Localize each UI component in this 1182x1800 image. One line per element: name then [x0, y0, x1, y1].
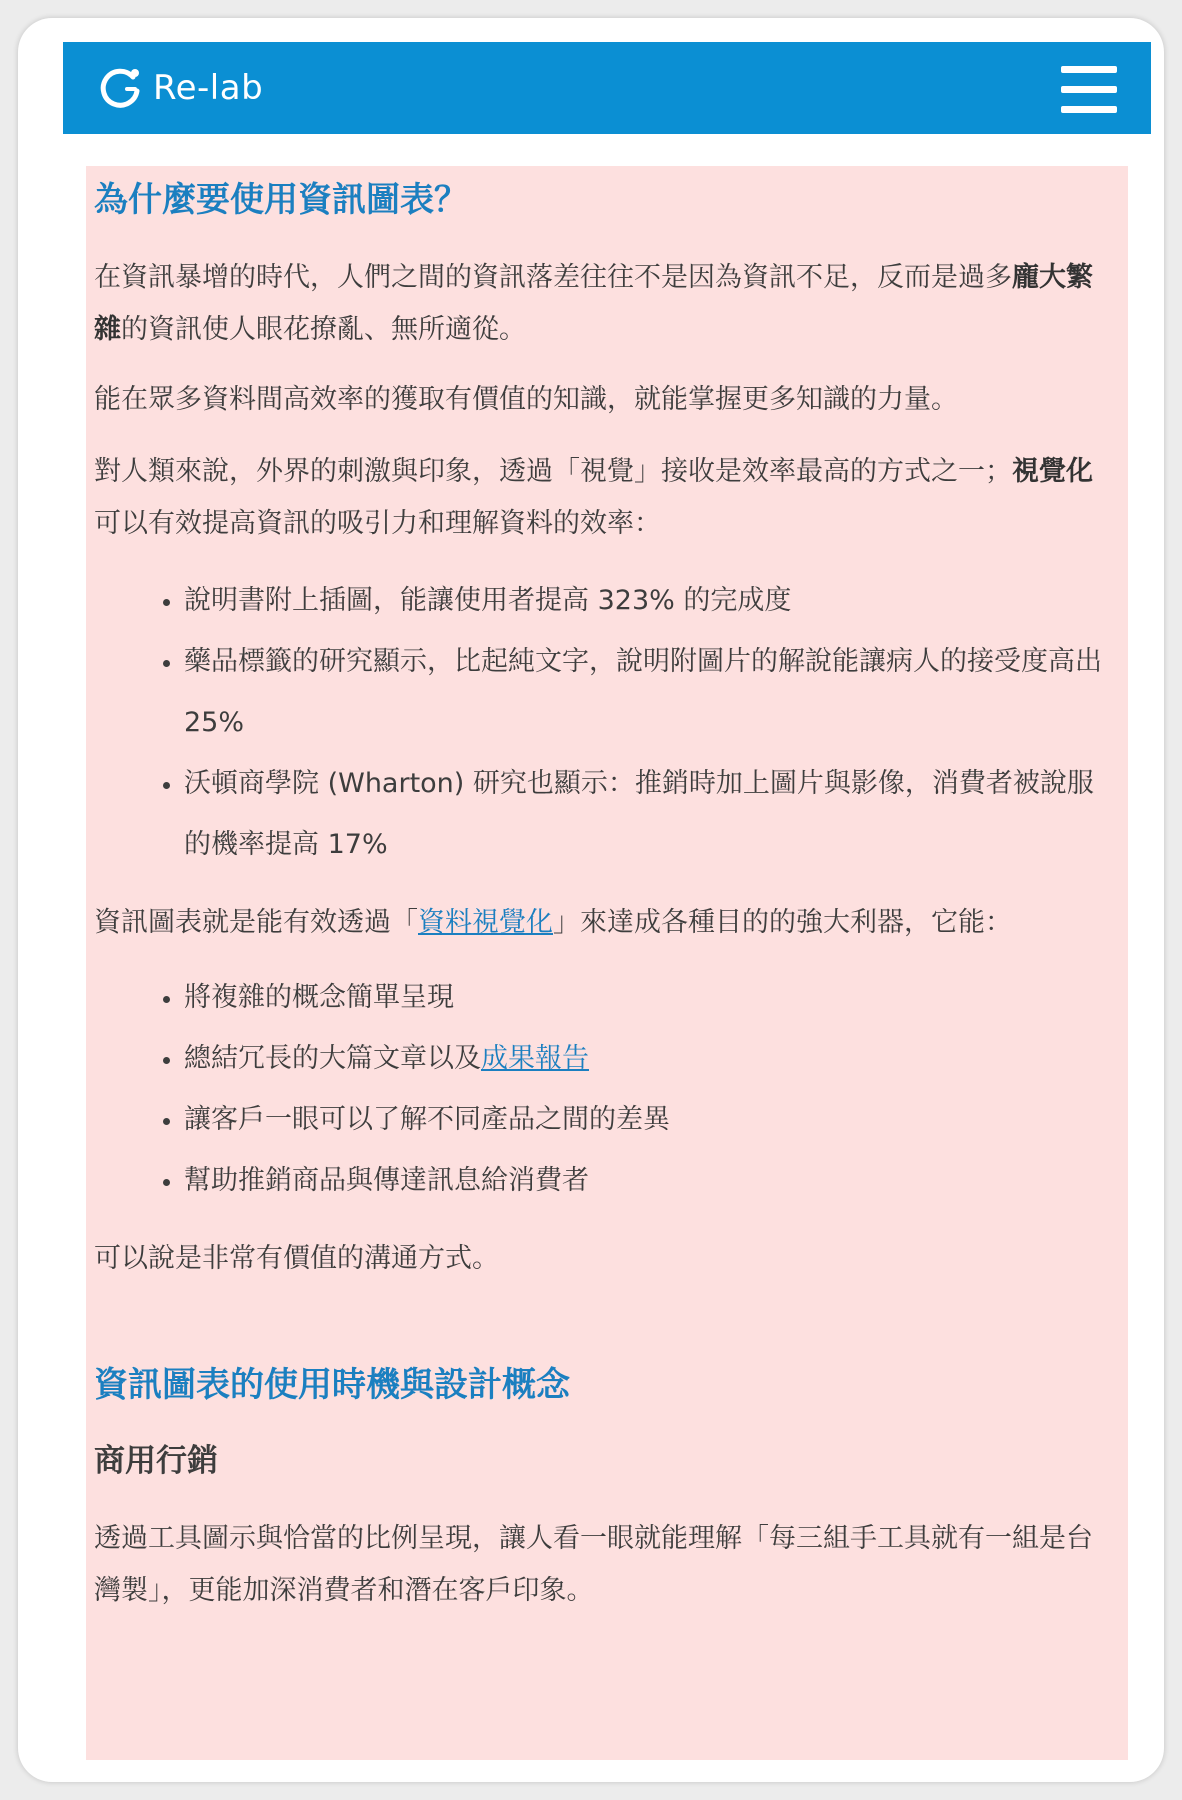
article-body: [86, 166, 1128, 1760]
intro-text-b: 的資訊使人眼花撩亂、無所適從。: [121, 314, 526, 345]
section-heading-timing: 資訊圖表的使用時機與設計概念: [94, 1365, 570, 1405]
brand-name: Re-lab: [153, 68, 264, 108]
benefit-text: 總結冗長的大篇文章以及: [184, 1043, 481, 1074]
section-heading-why: 為什麼要使用資訊圖表？: [94, 180, 468, 220]
infographic-text-a: 資訊圖表就是能有效透過「: [94, 907, 418, 938]
site-header: [63, 42, 1151, 134]
list-item: • 沃頓商學院 (Wharton) 研究也顯示：推銷時加上圖片與影像，消費者被說服的機率提高 17%: [184, 753, 1118, 875]
list-item: • 將複雜的概念簡單呈現: [184, 967, 1118, 1028]
list-item: [184, 1028, 1118, 1089]
paragraph-knowledge: 能在眾多資料間高效率的獲取有價值的知識，就能掌握更多知識的力量。: [94, 384, 958, 415]
paragraph-visual: [94, 446, 1118, 550]
subheading-marketing: 商用行銷: [94, 1443, 218, 1479]
paragraph-infographic: [94, 897, 1118, 949]
benefits-list: [94, 967, 1118, 1211]
visual-bold: 視覺化: [1012, 456, 1093, 487]
list-item: • 說明書附上插圖，能讓使用者提高 323% 的完成度: [184, 570, 1118, 631]
menu-icon[interactable]: [1061, 66, 1117, 114]
results-report-link[interactable]: 成果報告: [481, 1043, 589, 1074]
data-visualization-link[interactable]: 資料視覺化: [418, 907, 553, 938]
list-item: • 讓客戶一眼可以了解不同產品之間的差異: [184, 1089, 1118, 1150]
list-item: • 藥品標籤的研究顯示，比起純文字，說明附圖片的解說能讓病人的接受度高出 25%: [184, 631, 1118, 753]
visual-text-b: 可以有效提高資訊的吸引力和理解資料的效率：: [94, 508, 661, 539]
paragraph-intro: [94, 252, 1118, 356]
relab-logo-icon: [97, 65, 143, 111]
paragraph-marketing: 透過工具圖示與恰當的比例呈現，讓人看一眼就能理解「每三組手工具就有一組是台灣製」，更能加深消費者和潛在客戶印象。: [94, 1523, 1093, 1606]
infographic-text-b: 」來達成各種目的的強大利器，它能：: [553, 907, 1012, 938]
visual-text-a: 對人類來說，外界的刺激與印象，透過「視覺」接收是效率最高的方式之一；: [94, 456, 1012, 487]
intro-text-a: 在資訊暴增的時代，人們之間的資訊落差往往不是因為資訊不足，反而是過多: [94, 262, 1012, 293]
intro-bold: 龐大繁雜: [94, 262, 1093, 345]
logo[interactable]: [97, 64, 263, 112]
list-item: • 幫助推銷商品與傳達訊息給消費者: [184, 1150, 1118, 1211]
paragraph-conclusion: 可以說是非常有價值的溝通方式。: [94, 1243, 499, 1274]
stats-list: [94, 570, 1118, 875]
